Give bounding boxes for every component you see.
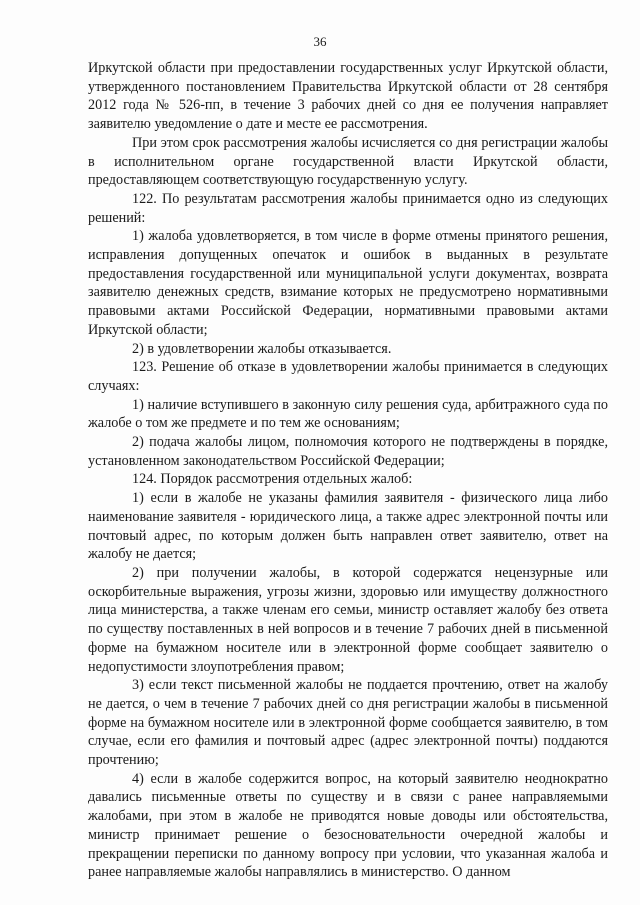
page-number: 36 xyxy=(313,34,327,49)
paragraph: 3) если текст письменной жалобы не поддается прочтению, ответ на жалобу не дается, о чем в течение 7 рабочих дней со дня регистрации жалобы в письменной форме на бумажном носителе или в электронной форме сообщается заявителю, в том случае, если его фамилия и почтовый адрес (адрес электронной почты) поддаются прочтению; xyxy=(88,677,608,769)
paragraph: 2) в удовлетворении жалобы отказывается. xyxy=(132,340,392,357)
paragraph: 2) подача жалобы лицом, полномочия которого не подтверждены в порядке, установленном законодательством Российской Федерации; xyxy=(88,434,608,469)
paragraph: 122. По результатам рассмотрения жалобы принимается одно из следующих решений: xyxy=(88,190,608,226)
paragraph: 1) если в жалобе не указаны фамилия заявителя - физического лица либо наименование заявителя - юридического лица, а также адрес электронной почты или почтовый адрес, по которым должен быть направлен ответ заявителю, ответ на жалобу не дается; xyxy=(88,490,608,563)
paragraph: 1) наличие вступившего в законную силу решения суда, арбитражного суда по жалобе о том же предмете и по тем же основаниям; xyxy=(88,396,608,432)
paragraph: 124. Порядок рассмотрения отдельных жалоб: xyxy=(132,471,413,488)
document-body xyxy=(88,59,608,882)
paragraph: 2) при получении жалобы, в которой содержатся нецензурные или оскорбительные выражения, угрозы жизни, здоровью или имуществу должностного лица министерства, а также членам его семьи, министр оставляет жалобу без ответа по существу поставленных в ней вопросов и в течение 7 рабочих дней в письменной форме на бумажном носителе или в электронной форме сообщает заявителю о недопустимости злоупотребления правом; xyxy=(88,564,608,675)
paragraph: Иркутской области при предоставлении государственных услуг Иркутской области, утвержденного постановлением Правительства Иркутской области от 28 сентября 2012 года № 526-пп, в течение 3 рабочих дней со дня ее получения направляет заявителю уведомление о дате и месте ее рассмотрения. xyxy=(88,60,608,133)
paragraph: 1) жалоба удовлетворяется, в том числе в форме отмены принятого решения, исправления допущенных опечаток и ошибок в выданных в результате предоставления государственной или муниципальной услуги документах, возврата заявителю денежных средств, взимание которых не предусмотрено нормативными правовыми актами Российской Федерации, нормативными правовыми актами Иркутской области; xyxy=(88,228,608,338)
paragraph: 4) если в жалобе содержится вопрос, на который заявителю неоднократно давались письменные ответы по существу и в связи с ранее направляемыми жалобами, при этом в жалобе не приводятся новые доводы или обстоятельства, министр принимает решение о безосновательности очередной жалобы и прекращении переписки по данному вопросу при условии, что указанная жалоба и ранее направляемые жалобы направлялись в министерство. О данном xyxy=(88,770,608,881)
paragraph: При этом срок рассмотрения жалобы исчисляется со дня регистрации жалобы в исполнительном органе государственной власти Иркутской области, предоставляющем соответствующую государственную услугу. xyxy=(88,134,608,189)
paragraph: 123. Решение об отказе в удовлетворении жалобы принимается в следующих случаях: xyxy=(88,359,608,394)
